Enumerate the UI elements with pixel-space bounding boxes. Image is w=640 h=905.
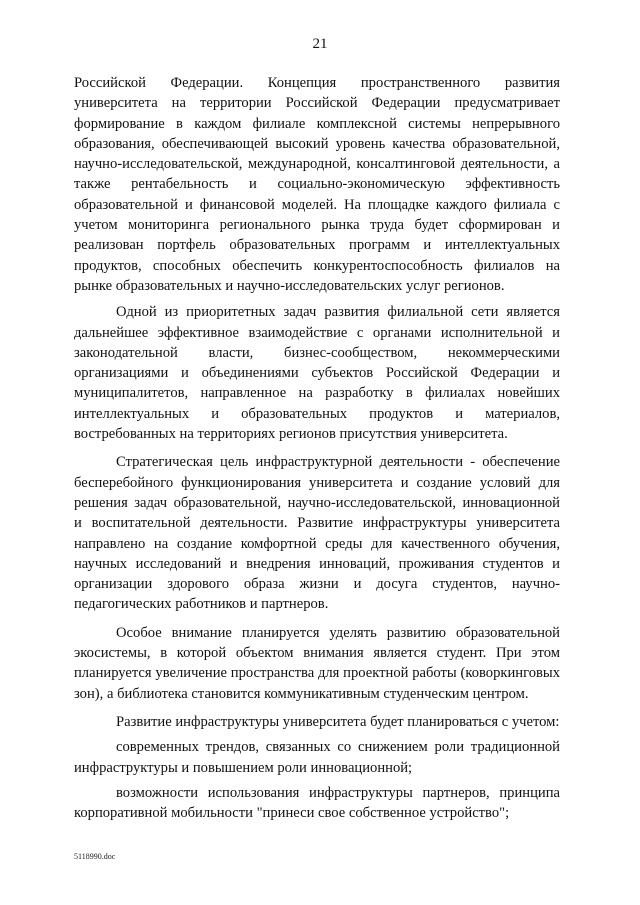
page-number: 21 (312, 36, 328, 52)
paragraph-2: Одной из приоритетных задач развития филиальной сети является дальнейшее эффективное взаимодействие с органами исполнительной и законодательной власти, бизнес-сообществом, некоммерческими организациями и объединениями субъектов Российской Федерации и муниципалитетов, направленное на разработку в филиалах новейших интеллектуальных и образовательных продуктов и материалов, востребованных на территориях регионов присутствия университета. (74, 304, 560, 443)
paragraph-1: Российской Федерации. Концепция пространственного развития университета на территории Российской Федерации предусматривает формирование в каждом филиале комплексной системы непрерывного образования, обеспечивающей высокий уровень качества образовательной, научно-исследовательской, международной, консалтинговой деятельности, а также рентабельность и социально-экономическую эффективность образовательной и финансовой моделей. На площадке каждого филиала с учетом мониторинга регионального рынка труда будет сформирован и реализован портфель образовательных программ и интеллектуальных продуктов, способных обеспечить конкурентоспособность филиалов на рынке образовательных и научно-исследовательских услуг регионов. (74, 75, 560, 294)
document-body (74, 73, 560, 823)
paragraph-4: Особое внимание планируется уделять развитию образовательной экосистемы, в которой объектом внимания является студент. При этом планируется увеличение пространства для проектной работы (коворкинговых зон), а библиотека становится коммуникативным студенческим центром. (74, 624, 560, 702)
paragraph-5: Развитие инфраструктуры университета будет планироваться с учетом: (116, 713, 560, 730)
list-item-2: возможности использования инфраструктуры партнеров, принципа корпоративной мобильности "принеси свое собственное устройство"; (74, 784, 560, 822)
list-item-1: современных трендов, связанных со снижением роли традиционной инфраструктуры и повышением роли инновационной; (74, 739, 560, 776)
paragraph-3: Стратегическая цель инфраструктурной деятельности - обеспечение бесперебойного функционирования университета и создание условий для решения задач образовательной, научно-исследовательской, инновационной и воспитательной деятельности. Развитие инфраструктуры университета направлено на создание комфортной среды для качественного обучения, научных исследований и внедрения инноваций, проживания студентов и организации здорового образа жизни и досуга студентов, научно-педагогических работников и партнеров. (74, 454, 560, 613)
footer-filename: 5118990.doc (74, 852, 116, 861)
